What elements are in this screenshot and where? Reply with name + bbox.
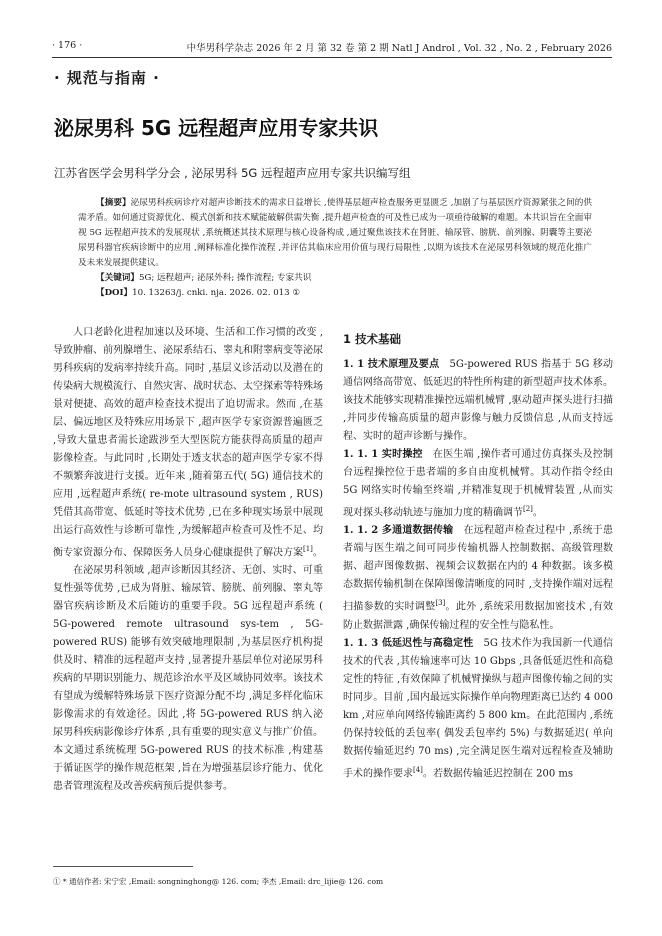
header-rule	[52, 57, 612, 58]
section-1-1-2-end: 。此外 ,系统采用数据加密技术 ,有效防止数据泄露 ,确保传输过程的安全性与隐私性。	[343, 601, 614, 631]
doi: 10. 13263/j. cnki. nja. 2026. 02. 013 ①	[132, 288, 301, 298]
keywords-label: 【关键词】	[96, 273, 139, 283]
keywords: 5G; 远程超声; 泌尿外科; 操作流程; 专家共识	[138, 273, 312, 283]
abstract-block	[78, 196, 592, 301]
section-1-1-2	[343, 522, 613, 634]
page-number: · 176 ·	[52, 40, 83, 51]
section-1-1-1-title: 1. 1. 1 实时操控	[343, 449, 423, 460]
citation-2[interactable]: [2]	[523, 505, 533, 513]
section-1-1-1	[343, 446, 613, 522]
abstract-text: 泌尿男科疾病诊疗对超声诊断技术的需求日益增长 ,使得基层超声检查服务更显匮乏 ,加剧了与基层医疗资源紧张之间的供需矛盾。如何通过资源优化、模式创新和技术赋能破解供需失衡 ,提升超声检查的可及性已成为一项亟待破解的难题。本共识旨在全面审视 5G 远程超声技术的发展现状 ,系统概述其技术原理与核心设备构成 ,通过聚焦该技术在肾脏、输尿管、膀胱、前列腺、阴囊等主要泌尿男科器官疾病诊断中的应用 ,阐释标准化操作流程 ,并评估其临床应用价值与现行局限性 ,以期为该技术在泌尿男科领域的规范化推广及未来发展提供建议。	[78, 198, 592, 268]
section-1-1-3-end: 。若数据传输延迟控制在 200 ms	[422, 767, 573, 779]
section-1-1-title: 1. 1 技术原理及要点	[343, 359, 440, 370]
journal-running-head: 中华男科学杂志 2026 年 2 月 第 32 卷 第 2 期 Natl J Androl , Vol. 32 , No. 2 , February 2026	[186, 43, 612, 54]
section-1-1-1-end: 。	[532, 507, 543, 519]
doi-label: 【DOI】	[96, 288, 133, 298]
citation-4[interactable]: [4]	[413, 765, 423, 774]
citation-3[interactable]: [3]	[435, 599, 446, 608]
section-1-1-3	[343, 635, 613, 783]
section-heading-1: 1 技术基础	[343, 332, 402, 346]
article-title: 泌尿男科 5G 远程超声应用专家共识	[54, 116, 379, 140]
section-1-1-2-title: 1. 1. 2 多通道数据传输	[343, 525, 454, 537]
section-1-1-3-title: 1. 1. 3 低延迟性与高稳定性	[343, 637, 474, 649]
left-column	[53, 324, 323, 796]
section-1-1	[343, 356, 613, 446]
section-1-1-3-text: 5G 技术作为我国新一代通信技术的代表 ,其传输速率可达 10 Gbps ,具备低延迟性和高稳定性的特征 ,有效保障了机械臂操纵与超声图像传输之间的实时同步。目前 ,国内最远实际操作单向物理距离已达约 4 000 km ,对应单向网络传输距离约 5 800 km。在此范围内 ,系统仍保持较低的丢包率( 偶发丢包率约 5%) 与数据延迟( 单向数据传输延迟约 70 ms) ,完全满足医生端对远程检查及辅助手术的操作要求	[343, 637, 614, 779]
right-column	[343, 324, 613, 783]
doi-line	[78, 286, 592, 301]
intro-paragraph-2: 在泌尿男科领域 ,超声诊断因其经济、无创、实时、可重复性强等优势 ,已成为肾脏、输尿管、膀胱、前列腺、睾丸等器官疾病诊断及术后随访的重要手段。5G 远程超声系统 ( 5G-powered remote ultrasound sys-tem , 5G-powered RUS) 能够有效突破地理限制 ,为基层医疗机构提供及时、精准的远程超声支持 ,显著提升基层单位对泌尿男科疾病的早期识别能力、规范诊治水平及区域协同效率。该技术有望成为缓解特殊场景下医疗资源分配不均 ,满足多样化临床影像需求的有效途径。因此 ,将 5G-powered RUS 纳入泌尿男科疾病影像诊疗体系 ,具有重要的现实意义与推广价值。本文通过系统梳理 5G-powered RUS 的技术标准 ,构建基于循证医学的操作规范框架 ,旨在为增强基层诊疗能力、优化患者管理流程及改善疾病预后提供参考。	[53, 565, 323, 793]
abstract-paragraph	[78, 196, 592, 271]
citation-1[interactable]: [1]	[303, 545, 313, 553]
intro-paragraph-1	[53, 324, 323, 562]
keywords-line	[78, 271, 592, 286]
running-header	[52, 40, 612, 56]
section-1-1-text: 5G-powered RUS 指基于 5G 移动通信网络高带宽、低延迟的特性所构建的新型超声技术体系。该技术能够实现精准操控远端机械臂 ,驱动超声探头进行扫描 ,并同步传输高质量的超声影像与触力反馈信息 ,从而支持远程、实时的超声诊断与操作。	[343, 359, 613, 442]
intro-text-1-end: 。	[312, 547, 323, 559]
abstract-label: 【摘要】	[96, 198, 131, 208]
intro-text-1: 人口老龄化进程加速以及环境、生活和工作习惯的改变 ,导致肿瘤、前列腺增生、泌尿系结石、睾丸和附睾病变等泌尿男科疾病的发病率持续升高。同时 ,基层义诊活动以及潜在的传染病大规模流行、自然灾害、战时状态、太空探索等特殊场景对便捷、高效的超声检查技术提出了迫切需求。然而 ,在基层、偏远地区及特殊应用场景下 ,超声医学专家资源普遍匮乏 ,导致大量患者需长途跋涉至大型医院方能获得高质量的超声影像检查。与此同时 ,长期处于透支状态的超声医学专家不得不频繁奔波进行支援。近年来 ,随着第五代( 5G) 通信技术的应用 ,远程超声系统( re-mote ultrasound system , RUS) 凭借其高带宽、低延时等技术优势 ,已在多种现实场景中展现出运行高效性与诊断可靠性 ,为缓解超声检查可及性不足、均衡专家资源分布、保障医务人员身心健康提供了解决方案	[53, 327, 323, 559]
footnote: ① * 通信作者: 宋宁宏 ,Email: songninghong@ 126. com; 李杰 ,Email: drc_lijie@ 126. com	[53, 877, 384, 886]
footnote-rule	[53, 866, 193, 867]
section-1-1-1-text: 在医生端 ,操作者可通过仿真探头及控制台远程操控位于患者端的多自由度机械臂。其动作指令经由 5G 网络实时传输至终端 ,并精准复现于机械臂装置 ,从而实现对探头移动轨迹与施加力度的精确调节	[343, 449, 614, 519]
authors: 江苏省医学会男科学分会 , 泌尿男科 5G 远程超声应用专家共识编写组	[54, 166, 411, 180]
section-tag: · 规范与指南 ·	[54, 69, 160, 87]
section-1-1-2-text: 在远程超声检查过程中 ,系统于患者端与医生端之间可同步传输机器人控制数据、高级管理数据、超声图像数据、视频会议数据在内的 4 种数据。该多模态数据传输机制在保障图像清晰度的同时 ,支持操作端对远程扫描参数的实时调整	[343, 525, 614, 613]
